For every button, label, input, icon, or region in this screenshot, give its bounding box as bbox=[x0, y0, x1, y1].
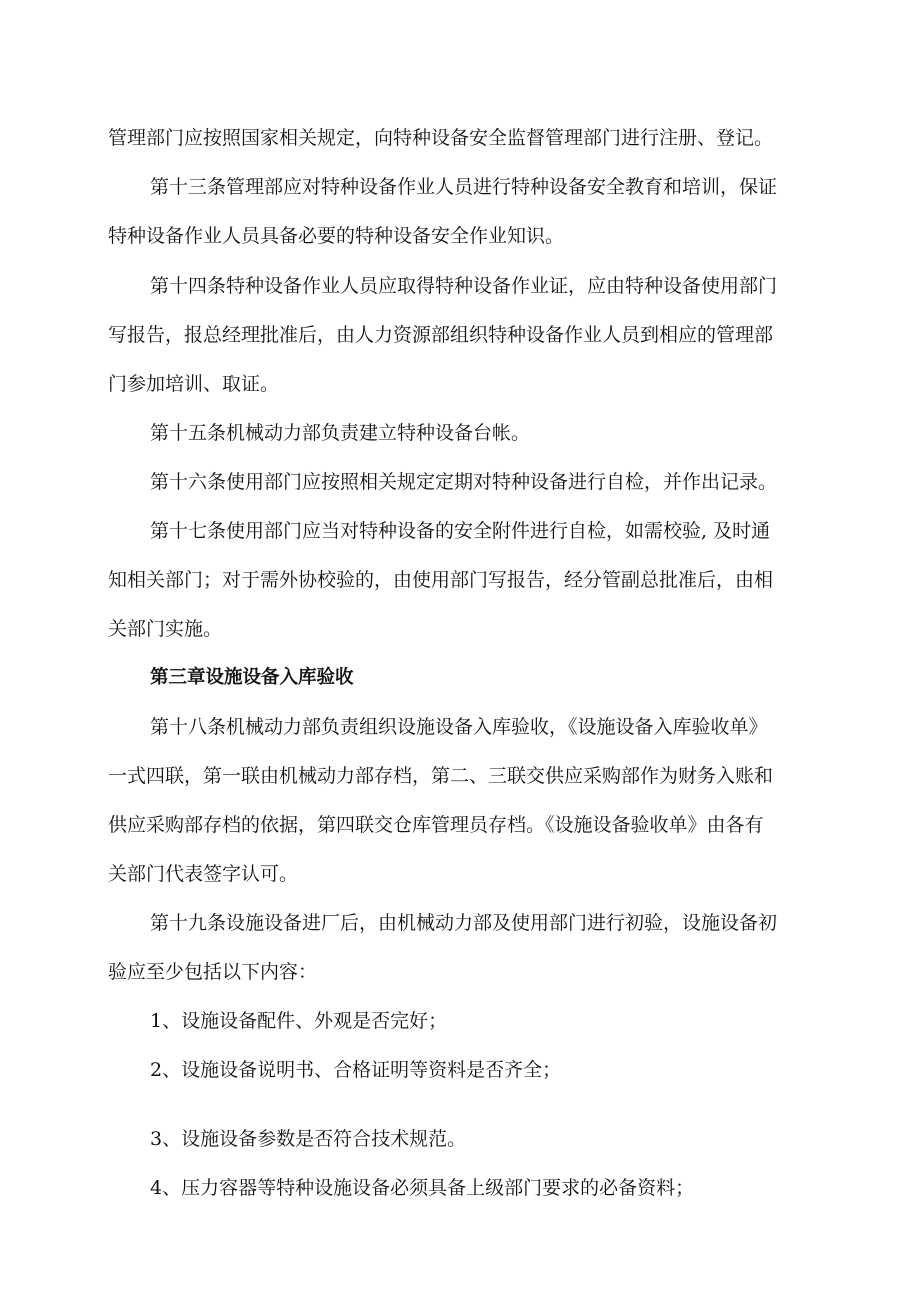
list-item: 1、设施设备配件、外观是否完好； bbox=[150, 1010, 448, 1032]
list-item: 3、设施设备参数是否符合技术规范。 bbox=[150, 1128, 467, 1150]
article-17-line: 第十七条使用部门应当对特种设备的安全附件进行自检，如需校验, 及时通 bbox=[150, 520, 771, 542]
paragraph-line: 验应至少包括以下内容： bbox=[108, 961, 318, 983]
paragraph-line: 一式四联，第一联由机械动力部存档，第二、三联交供应采购部作为财务入账和 bbox=[108, 765, 774, 787]
list-item: 4、压力容器等特种设施设备必须具备上级部门要求的必备资料； bbox=[150, 1177, 695, 1199]
article-13-line: 第十三条管理部应对特种设备作业人员进行特种设备安全教育和培训，保证 bbox=[150, 176, 778, 198]
paragraph-line: 关部门代表签字认可。 bbox=[108, 863, 299, 885]
article-19-line: 第十九条设施设备进厂后，由机械动力部及使用部门进行初验，设施设备初 bbox=[150, 912, 778, 934]
paragraph-line: 供应采购部存档的依据，第四联交仓库管理员存档。《设施设备验收单》由各有 bbox=[108, 814, 764, 836]
list-item: 2、设施设备说明书、合格证明等资料是否齐全； bbox=[150, 1059, 562, 1081]
paragraph-line: 门参加培训、取证。 bbox=[108, 373, 280, 395]
article-14-line: 第十四条特种设备作业人员应取得特种设备作业证，应由特种设备使用部门 bbox=[150, 275, 778, 297]
paragraph-line: 知相关部门；对于需外协校验的，由使用部门写报告，经分管副总批准后，由相 bbox=[108, 569, 774, 591]
paragraph-line: 写报告，报总经理批准后，由人力资源部组织特种设备作业人员到相应的管理部 bbox=[108, 324, 774, 346]
chapter-heading: 第三章设施设备入库验收 bbox=[150, 667, 354, 688]
paragraph-line: 关部门实施。 bbox=[108, 618, 223, 640]
article-18-line: 第十八条机械动力部负责组织设施设备入库验收，《设施设备入库验收单》 bbox=[150, 716, 768, 738]
article-16-line: 第十六条使用部门应按照相关规定定期对特种设备进行自检，并作出记录。 bbox=[150, 471, 778, 493]
paragraph-line: 管理部门应按照国家相关规定，向特种设备安全监督管理部门进行注册、登记。 bbox=[108, 127, 774, 149]
paragraph-line: 特种设备作业人员具备必要的特种设备安全作业知识。 bbox=[108, 225, 565, 247]
article-15-line: 第十五条机械动力部负责建立特种设备台帐。 bbox=[150, 422, 531, 444]
